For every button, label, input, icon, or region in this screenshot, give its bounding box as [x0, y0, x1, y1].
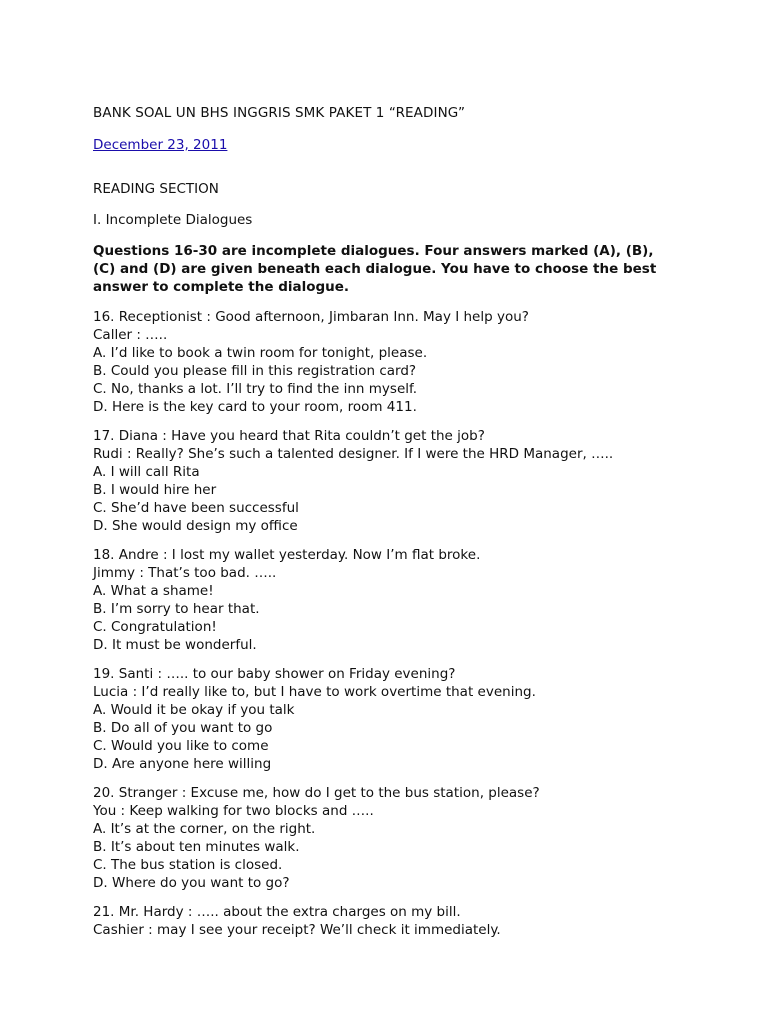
question-response: You : Keep walking for two blocks and …..	[93, 803, 374, 819]
question-item	[93, 308, 693, 416]
question-prompt: 20. Stranger : Excuse me, how do I get to the bus station, please?	[93, 785, 540, 801]
question-prompt: 17. Diana : Have you heard that Rita couldn’t get the job?	[93, 428, 485, 444]
question-response: Lucia : I’d really like to, but I have to work overtime that evening.	[93, 684, 536, 700]
question-item	[93, 665, 693, 773]
answer-option: D. She would design my office	[93, 518, 298, 534]
answer-option: D. It must be wonderful.	[93, 637, 257, 653]
instructions: Questions 16-30 are incomplete dialogues. Four answers marked (A), (B), (C) and (D) are given beneath each dialogue. You have to choose the best answer to complete the dialogue.	[93, 243, 657, 295]
question-prompt: 21. Mr. Hardy : ….. about the extra charges on my bill.	[93, 904, 461, 920]
question-response: Jimmy : That’s too bad. …..	[93, 565, 277, 581]
answer-option: C. Congratulation!	[93, 619, 217, 635]
answer-option: B. Could you please fill in this registration card?	[93, 363, 417, 379]
document-page	[93, 104, 693, 950]
section-heading: READING SECTION	[93, 181, 219, 197]
answer-option: D. Are anyone here willing	[93, 756, 272, 772]
question-list	[93, 308, 693, 939]
answer-option: B. It’s about ten minutes walk.	[93, 839, 300, 855]
question-item	[93, 784, 693, 892]
question-response: Rudi : Really? She’s such a talented designer. If I were the HRD Manager, …..	[93, 446, 614, 462]
answer-option: C. She’d have been successful	[93, 500, 299, 516]
question-prompt: 16. Receptionist : Good afternoon, Jimbaran Inn. May I help you?	[93, 309, 529, 325]
answer-option: A. What a shame!	[93, 583, 214, 599]
question-item	[93, 903, 693, 939]
part-heading: I. Incomplete Dialogues	[93, 212, 253, 228]
question-prompt: 18. Andre : I lost my wallet yesterday. Now I’m flat broke.	[93, 547, 481, 563]
answer-option: B. I’m sorry to hear that.	[93, 601, 260, 617]
question-response: Cashier : may I see your receipt? We’ll check it immediately.	[93, 922, 501, 938]
question-item	[93, 546, 693, 654]
answer-option: C. No, thanks a lot. I’ll try to find the inn myself.	[93, 381, 418, 397]
date-container	[93, 135, 693, 167]
answer-option: A. Would it be okay if you talk	[93, 702, 295, 718]
post-date-link[interactable]: December 23, 2011	[93, 137, 228, 153]
document-title: BANK SOAL UN BHS INGGRIS SMK PAKET 1 “READING”	[93, 105, 466, 121]
question-response: Caller : …..	[93, 327, 168, 343]
answer-option: B. I would hire her	[93, 482, 217, 498]
answer-option: A. It’s at the corner, on the right.	[93, 821, 316, 837]
question-prompt: 19. Santi : ….. to our baby shower on Friday evening?	[93, 666, 456, 682]
answer-option: D. Here is the key card to your room, room 411.	[93, 399, 417, 415]
answer-option: D. Where do you want to go?	[93, 875, 290, 891]
question-item	[93, 427, 693, 535]
answer-option: A. I’d like to book a twin room for tonight, please.	[93, 345, 428, 361]
answer-option: B. Do all of you want to go	[93, 720, 273, 736]
answer-option: A. I will call Rita	[93, 464, 200, 480]
answer-option: C. Would you like to come	[93, 738, 269, 754]
answer-option: C. The bus station is closed.	[93, 857, 283, 873]
